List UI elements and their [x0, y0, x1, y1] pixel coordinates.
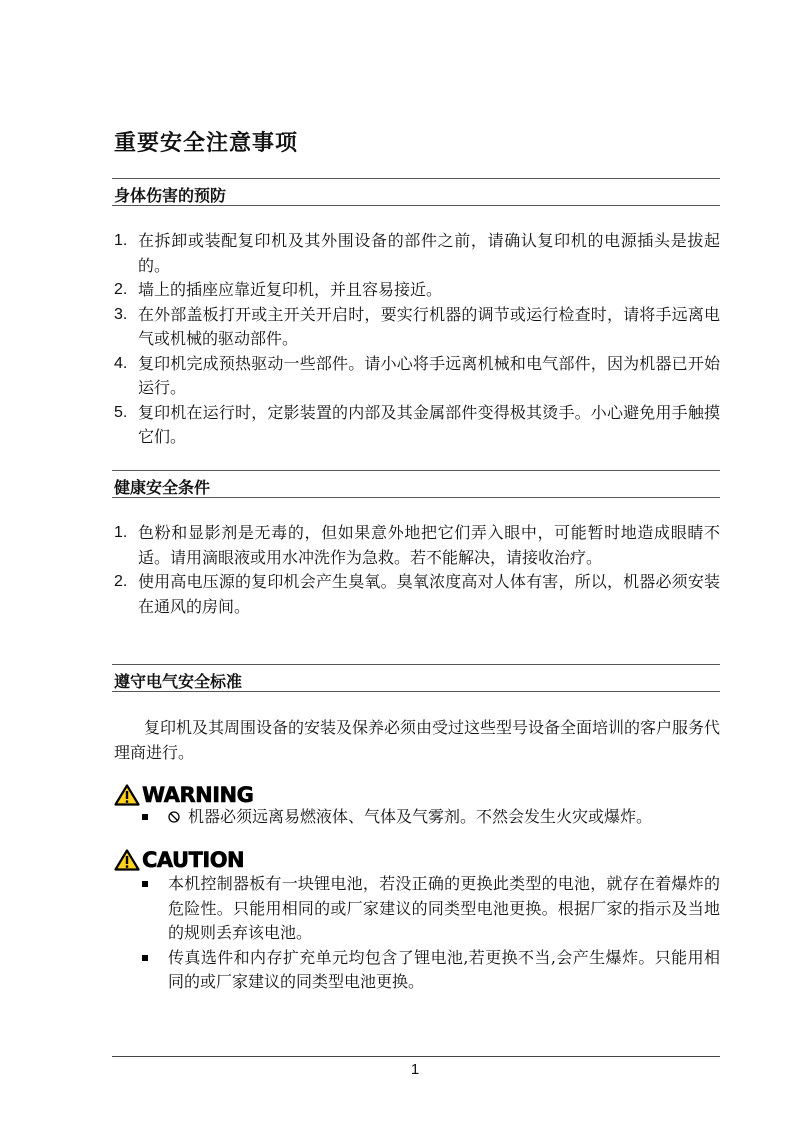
item-number: 5.	[114, 403, 128, 421]
warning-list	[140, 805, 720, 830]
caution-item-text: 传真选件和内存扩充单元均包含了锂电池,若更换不当,会产生爆炸。只能用相同的或厂家建议的同类型电池更换。	[168, 947, 720, 991]
warning-triangle-icon	[114, 849, 140, 871]
warning-item-text: 机器必须远离易燃液体、气体及气雾剂。不然会发生火灾或爆炸。	[188, 807, 653, 826]
list-item	[114, 278, 720, 303]
item-text: 色粉和显影剂是无毒的，但如果意外地把它们弄入眼中，可能暂时地造成眼睛不适。请用滴眼液或用水冲洗作为急救。若不能解决，请接收治疗。	[138, 523, 720, 567]
bullet-square-icon	[142, 881, 148, 887]
caution-item-text: 本机控制器板有一块锂电池，若没正确的更换此类型的电池，就存在着爆炸的危险性。只能用相同的或厂家建议的同类型电池更换。根据厂家的指示及当地的规则丢弃该电池。	[168, 874, 720, 942]
item-number: 3.	[114, 305, 128, 323]
section-heading-injury-text: 身体伤害的预防	[114, 186, 227, 205]
section-heading-health-text: 健康安全条件	[114, 478, 211, 497]
page-title: 重要安全注意事项	[114, 131, 299, 156]
electrical-paragraph: 复印机及其周围设备的安装及保养必须由受过这些型号设备全面培训的客户服务代理商进行。	[114, 718, 721, 762]
warning-header	[114, 783, 253, 807]
section-heading-injury	[112, 178, 720, 206]
list-item	[114, 303, 720, 352]
item-text: 复印机在运行时，定影装置的内部及其金属部件变得极其烫手。小心避免用手触摸它们。	[138, 402, 720, 446]
bullet-square-icon	[142, 814, 148, 820]
caution-list	[140, 872, 720, 995]
section-heading-electrical-text: 遵守电气安全标准	[114, 672, 243, 691]
section-heading-electrical	[112, 664, 720, 692]
section-heading-health	[112, 470, 720, 498]
item-number: 2.	[114, 573, 128, 590]
warning-triangle-icon	[114, 784, 140, 806]
page-number: 1	[410, 1061, 420, 1078]
bullet-square-icon	[142, 955, 148, 961]
item-text: 使用高电压源的复印机会产生臭氧。臭氧浓度高对人体有害，所以，机器必须安装在通风的房间。	[138, 572, 720, 616]
caution-item	[140, 872, 720, 946]
warning-label: WARNING	[142, 783, 254, 807]
injury-prevention-list	[114, 229, 720, 450]
item-number: 4.	[114, 354, 128, 372]
item-number: 1.	[114, 232, 128, 249]
footer-divider	[112, 1056, 720, 1057]
item-text: 墙上的插座应靠近复印机，并且容易接近。	[138, 280, 443, 299]
list-item	[114, 229, 720, 278]
caution-label: CAUTION	[142, 848, 245, 872]
health-safety-list	[114, 521, 720, 619]
warning-item	[140, 805, 720, 830]
caution-header	[114, 848, 244, 872]
caution-item	[140, 946, 720, 995]
item-text: 在外部盖板打开或主开关开启时，要实行机器的调节或运行检查时，请将手远离电气或机械的驱动部件。	[138, 304, 720, 348]
item-text: 复印机完成预热驱动一些部件。请小心将手远离机械和电气部件，因为机器已开始运行。	[138, 353, 720, 397]
item-text: 在拆卸或装配复印机及其外围设备的部件之前，请确认复印机的电源插头是拔起的。	[138, 231, 720, 275]
list-item	[114, 521, 720, 570]
item-number: 1.	[114, 524, 128, 541]
list-item	[114, 352, 720, 401]
prohibited-icon	[168, 811, 180, 823]
item-number: 2.	[114, 281, 128, 298]
list-item	[114, 401, 720, 450]
list-item	[114, 570, 720, 619]
